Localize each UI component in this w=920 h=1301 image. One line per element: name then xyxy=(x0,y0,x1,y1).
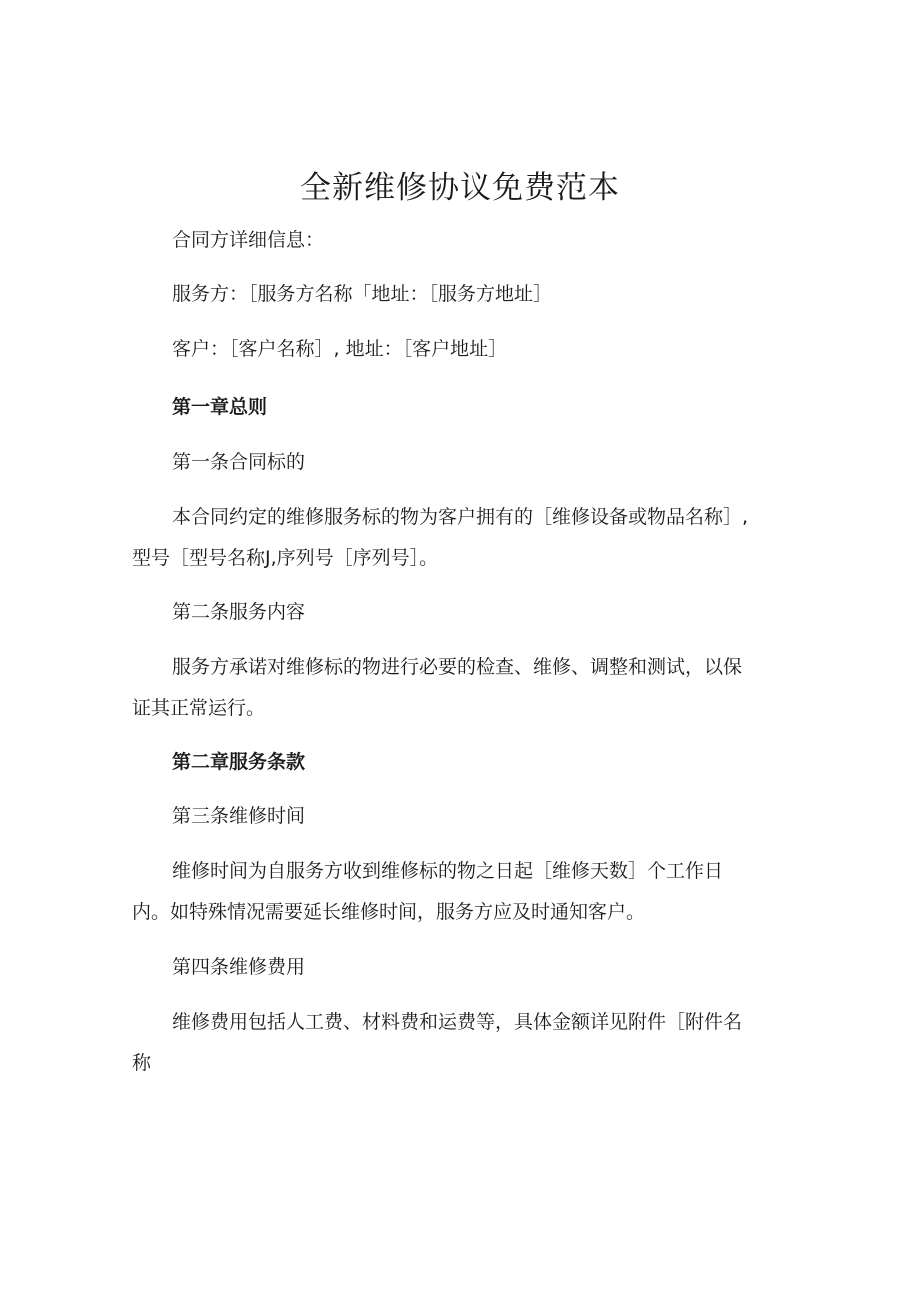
document-title: 全新维修协议免费范本 xyxy=(300,170,620,206)
chapter-2-heading: 第二章服务条款 xyxy=(172,751,306,773)
article-4-body-line-1: 维修费用包括人工费、材料费和运费等，具体金额详见附件［附件名 xyxy=(172,1011,743,1033)
article-2-title: 第二条服务内容 xyxy=(172,601,306,623)
article-1-body-line-1: 本合同约定的维修服务标的物为客户拥有的［维修设备或物品名称］, xyxy=(172,506,749,528)
article-4-body-line-2: 称 xyxy=(132,1052,152,1074)
article-3-body-line-1: 维修时间为自服务方收到维修标的物之日起［维修天数］个工作日 xyxy=(172,860,724,882)
article-1-title: 第一条合同标的 xyxy=(172,451,306,473)
service-provider-line: 服务方：［服务方名称「地址：［服务方地址］ xyxy=(172,283,553,305)
article-2-body-line-2: 证其正常运行。 xyxy=(132,697,266,719)
parties-heading: 合同方详细信息： xyxy=(172,229,325,251)
client-line: 客户：［客户名称］, 地址：［客户地址］ xyxy=(172,338,508,360)
article-1-body-line-2: 型号［型号名称J,序列号［序列号］。 xyxy=(132,547,439,569)
article-2-body-line-1: 服务方承诺对维修标的物进行必要的检查、维修、调整和测试，以保 xyxy=(172,656,743,678)
article-4-title: 第四条维修费用 xyxy=(172,956,306,978)
chapter-1-heading: 第一章总则 xyxy=(172,396,268,418)
article-3-body-line-2: 内。如特殊情况需要延长维修时间，服务方应及时通知客户。 xyxy=(132,901,646,923)
article-3-title: 第三条维修时间 xyxy=(172,805,306,827)
